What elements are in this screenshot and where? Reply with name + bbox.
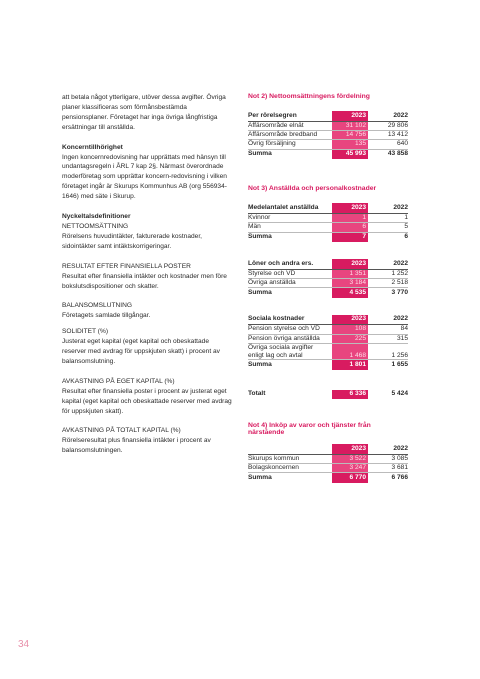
table-cell: 4 535 [332, 288, 368, 298]
table-header-cell: 2022 [368, 259, 408, 269]
table-sum-row [248, 232, 408, 242]
soliditet-heading: SOLIDITET (%) [62, 328, 109, 336]
table-sum-row [248, 473, 408, 483]
soliditet-text: Justerat eget kapital (eget kapital och obeskattade reserver med avdrag för uppskjuten skatt) i procent av balansomslutning. [62, 338, 220, 365]
nettoomsattning-text: Rörelsens huvudintäkter, fakturerade kostnader, sidointäkter samt intäktskorrigeringar. [62, 232, 203, 250]
table-cell: 5 [368, 223, 408, 232]
nettoomsattning-heading: NETTOOMSÄTTNING [62, 222, 129, 230]
table-cell: Styrelse och VD [248, 269, 332, 278]
table-cell: 3 247 [332, 464, 368, 473]
table-cell: 6 [332, 223, 368, 232]
table-cell: 1 801 [332, 360, 368, 370]
table-cell: 29 806 [368, 121, 408, 130]
resultat-heading: RESULTAT EFTER FINANSIELLA POSTER [62, 262, 191, 270]
nyckeltal-heading: Nyckeltalsdefinitioner [62, 213, 131, 221]
avkastning-eget-text: Resultat efter finansiella poster i procent av justerat eget kapital (eget kapital och obeskattade reserver med avdrag för uppskjuten skatt). [62, 387, 232, 415]
table-cell: 225 [332, 334, 368, 343]
table-row [248, 325, 408, 334]
table-cell: Summa [248, 473, 332, 483]
table-cell: Summa [248, 232, 332, 242]
table-cell: 640 [368, 140, 408, 149]
table-header-cell: 2023 [332, 259, 368, 269]
table-cell: Summa [248, 288, 332, 298]
avkastning-totalt-heading: AVKASTNING PÅ TOTALT KAPITAL (%) [62, 427, 181, 435]
note3-sociala-table [248, 315, 408, 370]
table-cell: 1 [332, 213, 368, 222]
table-cell: Män [248, 223, 332, 232]
table-sum-row [248, 360, 408, 370]
koncern-heading: Koncerntillhörighet [62, 143, 123, 151]
table-header-row [248, 259, 408, 269]
table-cell: 1 252 [368, 269, 408, 278]
table-header-cell: 2023 [332, 203, 368, 213]
resultat-text: Resultat efter finansiella intäkter och kostnader men före bokslutsdispositioner och skatter. [62, 272, 227, 290]
koncern-text: Ingen koncernredovisning har upprättats med hänsyn till undantagsregeln i ÅRL 7 kap 2§. Närmast överordnade moderföretag som upprättar koncern-redovisning i vilken företaget ingår är Skurups Kommunhus AB (org 556934-1646) med säte i Skurup. [62, 153, 227, 201]
table-cell: 1 351 [332, 269, 368, 278]
table-row [248, 213, 408, 222]
table-cell: Affärsområde elnät [248, 121, 332, 130]
table-row [248, 223, 408, 232]
table-cell: 1 655 [368, 360, 408, 370]
table-cell: 45 993 [332, 149, 368, 159]
table-cell: Pension övriga anställda [248, 334, 332, 343]
table-cell: 6 766 [368, 473, 408, 483]
pension-intro-text: att betala något ytterligare, utöver dessa avgifter. Övriga planer klassificeras som förmånsbestämda pensionsplaner. Företaget har inga övriga långfristiga ersättningar till anställda. [62, 94, 226, 131]
table-cell: 315 [368, 334, 408, 343]
table-cell: 43 858 [368, 149, 408, 159]
table-header-cell [248, 444, 332, 454]
table-header-cell: 2022 [368, 444, 408, 454]
table-row [248, 278, 408, 287]
table-header-cell: 2022 [368, 111, 408, 121]
table-cell: Affärsområde bredband [248, 130, 332, 139]
notes-tables-column [248, 93, 408, 483]
note3-title: Not 3) Anställda och personalkostnader [248, 185, 377, 193]
notes-text-column [62, 93, 234, 456]
table-cell: Pension styrelse och VD [248, 325, 332, 334]
table-cell: Summa [248, 360, 332, 370]
table-row [248, 344, 408, 360]
table-cell: 1 468 [332, 344, 368, 360]
avkastning-totalt-text: Rörelseresultat plus finansiella intäkter i procent av balansomslutningen. [62, 437, 211, 455]
table-cell: 3 085 [368, 454, 408, 463]
table-cell: Övriga sociala avgifter enligt lag och avtal [248, 344, 332, 360]
table-cell: 6 336 [332, 390, 368, 400]
table-row [248, 464, 408, 473]
table-header-cell: Löner och andra ers. [248, 259, 332, 269]
table-cell: Bolagskoncernen [248, 464, 332, 473]
table-cell: Totalt [248, 390, 266, 398]
table-cell: 14 756 [332, 130, 368, 139]
note4-title: Not 4) Inköp av varor och tjänster från närstående [248, 422, 371, 437]
table-row [248, 454, 408, 463]
table-cell: 5 424 [391, 390, 408, 398]
balansomslutning-heading: BALANSOMSLUTNING [62, 302, 132, 310]
table-header-row [248, 315, 408, 325]
table-cell: 3 184 [332, 278, 368, 287]
table-cell: 7 [332, 232, 368, 242]
table-cell: Övriga anställda [248, 278, 332, 287]
table-cell: 3 770 [368, 288, 408, 298]
note4-table [248, 444, 408, 483]
table-cell: 1 [368, 213, 408, 222]
table-cell: Kvinnor [248, 213, 332, 222]
table-cell: 31 102 [332, 121, 368, 130]
note3-loner-table [248, 259, 408, 298]
note2-table [248, 111, 408, 159]
table-header-cell: 2022 [368, 203, 408, 213]
note3-medelantal-table [248, 203, 408, 242]
table-cell: Skurups kommun [248, 454, 332, 463]
table-sum-row [248, 288, 408, 298]
table-row [248, 130, 408, 139]
note2-title: Not 2) Nettoomsättningens fördelning [248, 93, 370, 100]
balansomslutning-text: Företagets samlade tillgångar. [62, 312, 151, 320]
table-cell: 135 [332, 140, 368, 149]
note3-total-table [248, 390, 408, 400]
table-row [248, 269, 408, 278]
table-total-row [248, 390, 408, 400]
table-cell: 6 [368, 232, 408, 242]
table-header-row [248, 111, 408, 121]
table-cell: 3 522 [332, 454, 368, 463]
table-cell: 13 412 [368, 130, 408, 139]
table-cell: 6 770 [332, 473, 368, 483]
table-row [248, 121, 408, 130]
table-cell: Summa [248, 149, 332, 159]
table-header-cell: 2022 [368, 315, 408, 325]
table-cell: 1 256 [368, 344, 408, 360]
table-header-cell: 2023 [332, 111, 368, 121]
table-row [248, 334, 408, 343]
table-row [248, 140, 408, 149]
table-cell: 84 [368, 325, 408, 334]
table-sum-row [248, 149, 408, 159]
table-header-row [248, 203, 408, 213]
avkastning-eget-heading: AVKASTNING PÅ EGET KAPITAL (%) [62, 377, 175, 385]
table-cell: 108 [332, 325, 368, 334]
table-cell: Övrig försäljning [248, 140, 332, 149]
table-header-cell: 2023 [332, 444, 368, 454]
page-number: 34 [18, 639, 30, 650]
table-header-cell: Sociala kostnader [248, 315, 332, 325]
table-cell: 3 681 [368, 464, 408, 473]
table-header-row [248, 444, 408, 454]
table-header-cell: Per rörelsegren [248, 111, 332, 121]
table-header-cell: 2023 [332, 315, 368, 325]
table-header-cell: Medelantalet anställda [248, 203, 332, 213]
table-cell: 2 518 [368, 278, 408, 287]
